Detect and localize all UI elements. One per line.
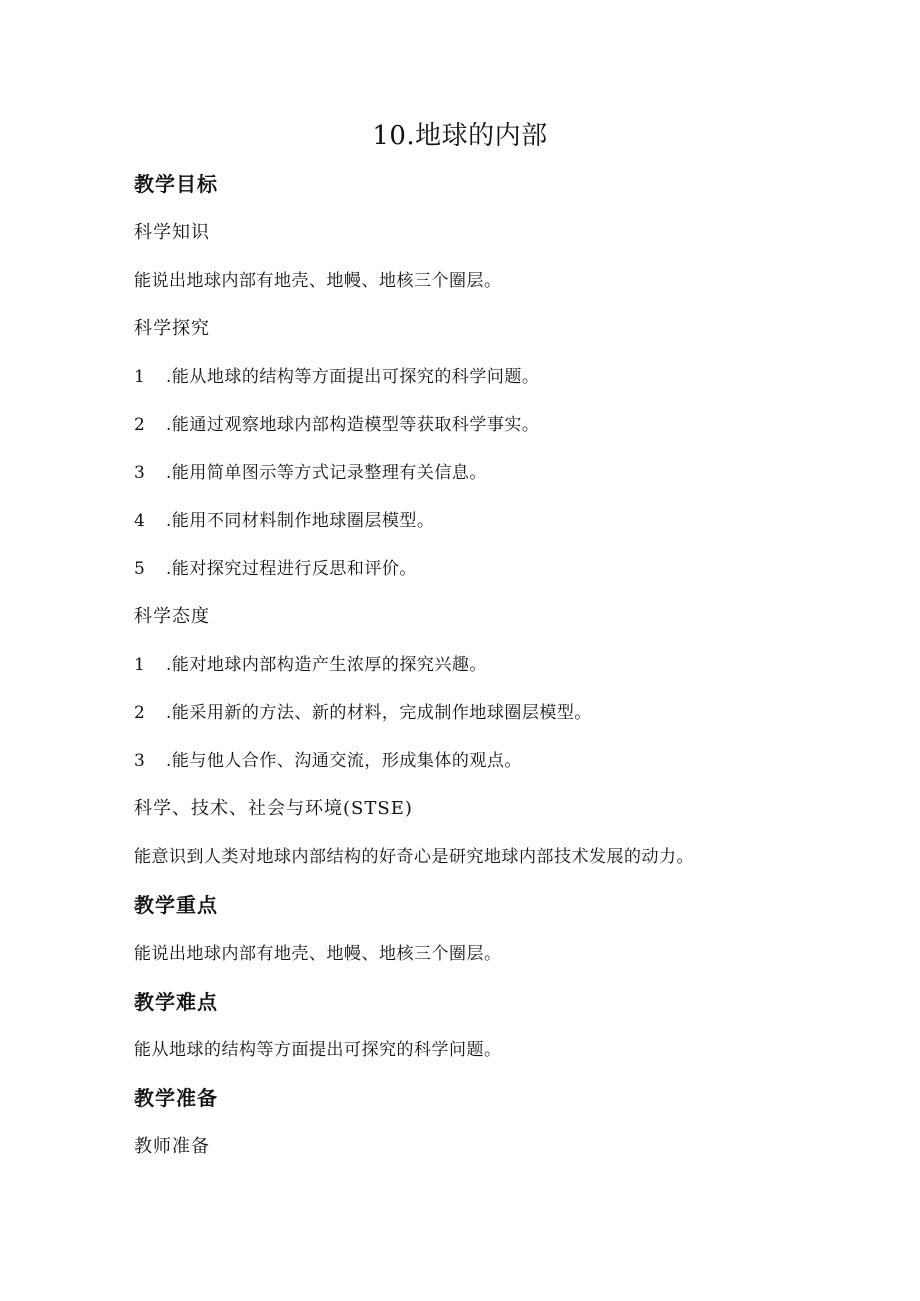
inquiry-item-number: 2 (134, 415, 146, 435)
attitude-item-number: 2 (134, 703, 146, 723)
attitude-item (134, 747, 522, 775)
stse-heading: 科学、技术、社会与环境(STSE) (134, 798, 413, 819)
knowledge-text: 能说出地球内部有地壳、地幔、地核三个圈层。 (134, 271, 502, 291)
inquiry-item-text: .能通过观察地球内部构造模型等获取科学事实。 (166, 415, 540, 435)
attitude-item-text: .能与他人合作、沟通交流，形成集体的观点。 (166, 751, 522, 771)
teacher-preparation-heading: 教师准备 (134, 1136, 210, 1157)
lesson-title: 10.地球的内部 (372, 121, 548, 151)
inquiry-item-number: 5 (134, 559, 146, 579)
attitude-heading: 科学态度 (134, 606, 210, 627)
attitude-item-number: 1 (134, 655, 146, 675)
inquiry-item (134, 363, 539, 391)
inquiry-item (134, 507, 434, 535)
inquiry-item (134, 459, 487, 487)
attitude-item (134, 651, 487, 679)
attitude-item-text: .能采用新的方法、新的材料，完成制作地球圈层模型。 (166, 703, 592, 723)
stse-text: 能意识到人类对地球内部结构的好奇心是研究地球内部技术发展的动力。 (134, 847, 694, 867)
inquiry-item-text: .能从地球的结构等方面提出可探究的科学问题。 (166, 367, 540, 387)
knowledge-heading: 科学知识 (134, 222, 210, 243)
attitude-item (134, 699, 592, 727)
inquiry-item-number: 4 (134, 511, 146, 531)
teaching-goals-heading: 教学目标 (134, 172, 218, 196)
key-point-heading: 教学重点 (134, 893, 218, 917)
key-point-text: 能说出地球内部有地壳、地幔、地核三个圈层。 (134, 944, 502, 964)
difficulty-text: 能从地球的结构等方面提出可探究的科学问题。 (134, 1040, 502, 1060)
attitude-item-number: 3 (134, 751, 146, 771)
inquiry-item-text: .能用简单图示等方式记录整理有关信息。 (166, 463, 487, 483)
inquiry-heading: 科学探究 (134, 318, 210, 339)
inquiry-item-number: 1 (134, 367, 146, 387)
attitude-item-text: .能对地球内部构造产生浓厚的探究兴趣。 (166, 655, 487, 675)
difficulty-heading: 教学难点 (134, 990, 218, 1014)
inquiry-item (134, 411, 539, 439)
preparation-heading: 教学准备 (134, 1086, 218, 1110)
inquiry-item-text: .能对探究过程进行反思和评价。 (166, 559, 417, 579)
inquiry-item-number: 3 (134, 463, 146, 483)
inquiry-item-text: .能用不同材料制作地球圈层模型。 (166, 511, 435, 531)
inquiry-item (134, 555, 417, 583)
